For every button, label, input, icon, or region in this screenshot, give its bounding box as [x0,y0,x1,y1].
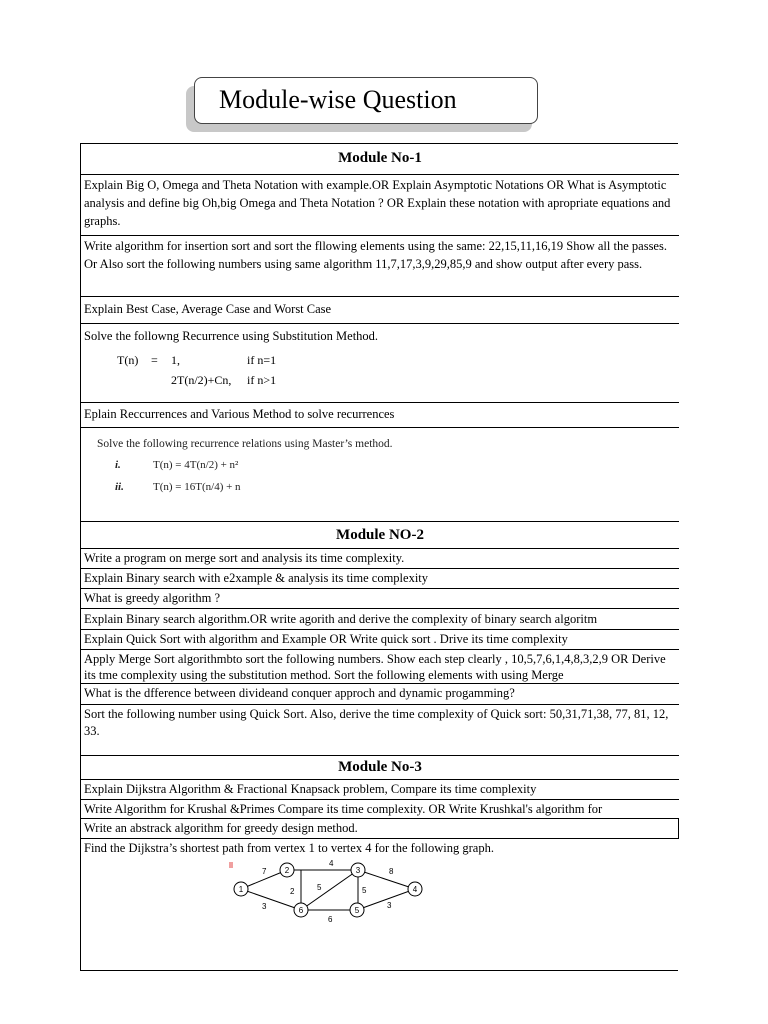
master-item-ii: T(n) = 16T(n/4) + n [153,481,241,493]
graph-corner-mark [229,862,233,868]
weight-label: 7 [262,867,267,876]
weight-label: 2 [290,887,295,896]
module-3-question-2: Write Algorithm for Krushal &Primes Compare its time complexity. OR Write Krushkal's algorithm for [81,800,679,819]
node-label: 2 [284,866,290,875]
module-1-heading: Module No-1 [81,144,679,175]
module-1-question-4-text: Solve the followng Recurrence using Substitution Method. [84,329,379,343]
module-1-question-6 [81,428,679,522]
weight-label: 5 [362,886,367,895]
module-2-question-8: Sort the following number using Quick Sort. Also, derive the time complexity of Quick sort: 50,31,71,38, 77, 81, 12, 33. [81,705,679,756]
recurrence-case-1-condition: if n=1 [247,353,277,367]
edge-3-4 [358,870,415,889]
module-1-question-5: Eplain Reccurrences and Various Method to solve recurrences [81,403,679,428]
node-label: 6 [298,906,304,915]
module-2-question-1: Write a program on merge sort and analysis its time complexity. [81,549,679,569]
recurrence-lhs: T(n) [117,353,139,367]
module-3-question-1: Explain Dijkstra Algorithm & Fractional Knapsack problem, Compare its time complexity [81,780,679,800]
module-2-question-5: Explain Quick Sort with algorithm and Example OR Write quick sort . Drive its time complexity [81,630,679,650]
module-3-question-3: Write an abstrack algorithm for greedy design method. [81,819,679,839]
weight-label: 5 [317,883,322,892]
module-2-question-6: Apply Merge Sort algorithmbto sort the following numbers. Show each step clearly , 10,5,7,6,1,4,8,3,2,9 OR Derive its tme complexity using the substitution method. Sort the following elements with using Merge [81,650,679,684]
node-label: 1 [238,885,244,894]
master-item-ii-label: ii. [115,481,124,493]
master-item-i-label: i. [115,459,121,471]
recurrence-case-2: 2T(n/2)+Cn, [171,373,232,387]
node-label: 3 [355,866,361,875]
weight-label: 3 [387,901,392,910]
module-2-question-4: Explain Binary search algorithm.OR write agorith and derive the complexity of binary search algoritm [81,609,679,630]
module-2-question-3: What is greedy algorithm ? [81,589,679,609]
node-label: 4 [412,885,418,894]
module-2-question-7: What is the dfference between divideand conquer approch and dynamic progamming? [81,684,679,705]
recurrence-case-2-condition: if n>1 [247,373,277,387]
weight-label: 3 [262,902,267,911]
module-3-question-4: Find the Dijkstra’s shortest path from vertex 1 to vertex 4 for the following graph. [84,841,494,855]
dijkstra-graph [229,856,429,942]
question-table [80,143,678,971]
page-title: Module-wise Question [194,77,538,124]
weight-label: 6 [328,915,333,924]
module-2-question-2: Explain Binary search with e2xample & analysis its time complexity [81,569,679,589]
weight-label: 8 [389,867,394,876]
module-2-heading: Module NO-2 [81,522,679,549]
module-1-question-3: Explain Best Case, Average Case and Worst Case [81,297,679,324]
master-method-intro: Solve the following recurrence relations using Master’s method. [97,438,393,450]
module-1-question-2: Write algorithm for insertion sort and sort the fllowing elements using the same: 22,15,11,16,19 Show all the passes. Or Also sort the following numbers using same algorithm 11,7,17,3,9,29,85,9 and show output after every pass. [81,236,679,297]
module-1-question-1: Explain Big O, Omega and Theta Notation with example.OR Explain Asymptotic Notations OR What is Asymptotic analysis and define big Oh,big Omega and Theta Notation ? OR Explain these notation with apropriate equations and graphs. [81,175,679,236]
module-1-question-4 [81,324,679,403]
node-label: 5 [354,906,360,915]
master-item-i: T(n) = 4T(n/2) + n² [153,459,239,471]
module-3-heading: Module No-3 [81,756,679,780]
recurrence-equals: = [151,353,158,367]
weight-label: 4 [329,859,334,868]
edge-6-3 [301,870,358,910]
recurrence-case-1: 1, [171,353,180,367]
